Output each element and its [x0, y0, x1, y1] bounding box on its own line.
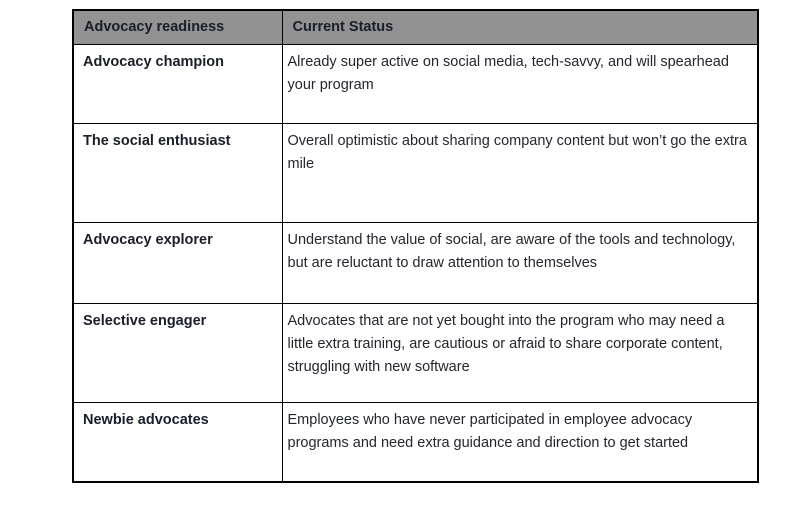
readiness-label: The social enthusiast [73, 123, 282, 222]
column-header-advocacy-readiness: Advocacy readiness [73, 10, 282, 44]
status-text: Overall optimistic about sharing company content but won’t go the extra mile [282, 123, 758, 222]
readiness-label: Selective engager [73, 303, 282, 402]
advocacy-readiness-table [72, 9, 759, 483]
table-row-newbie-advocates [73, 402, 758, 482]
readiness-label: Advocacy champion [73, 44, 282, 123]
status-text: Understand the value of social, are aware of the tools and technology, but are reluctant to draw attention to themselves [282, 222, 758, 303]
status-text: Already super active on social media, tech-savvy, and will spearhead your program [282, 44, 758, 123]
status-text: Employees who have never participated in employee advocacy programs and need extra guidance and direction to get started [282, 402, 758, 482]
table-row-advocacy-explorer [73, 222, 758, 303]
table-row-advocacy-champion [73, 44, 758, 123]
column-header-current-status: Current Status [282, 10, 758, 44]
readiness-label: Advocacy explorer [73, 222, 282, 303]
readiness-label: Newbie advocates [73, 402, 282, 482]
table-row-social-enthusiast [73, 123, 758, 222]
table-header-row [73, 10, 758, 44]
status-text: Advocates that are not yet bought into the program who may need a little extra training, are cautious or afraid to share corporate content, struggling with new software [282, 303, 758, 402]
table-row-selective-engager [73, 303, 758, 402]
